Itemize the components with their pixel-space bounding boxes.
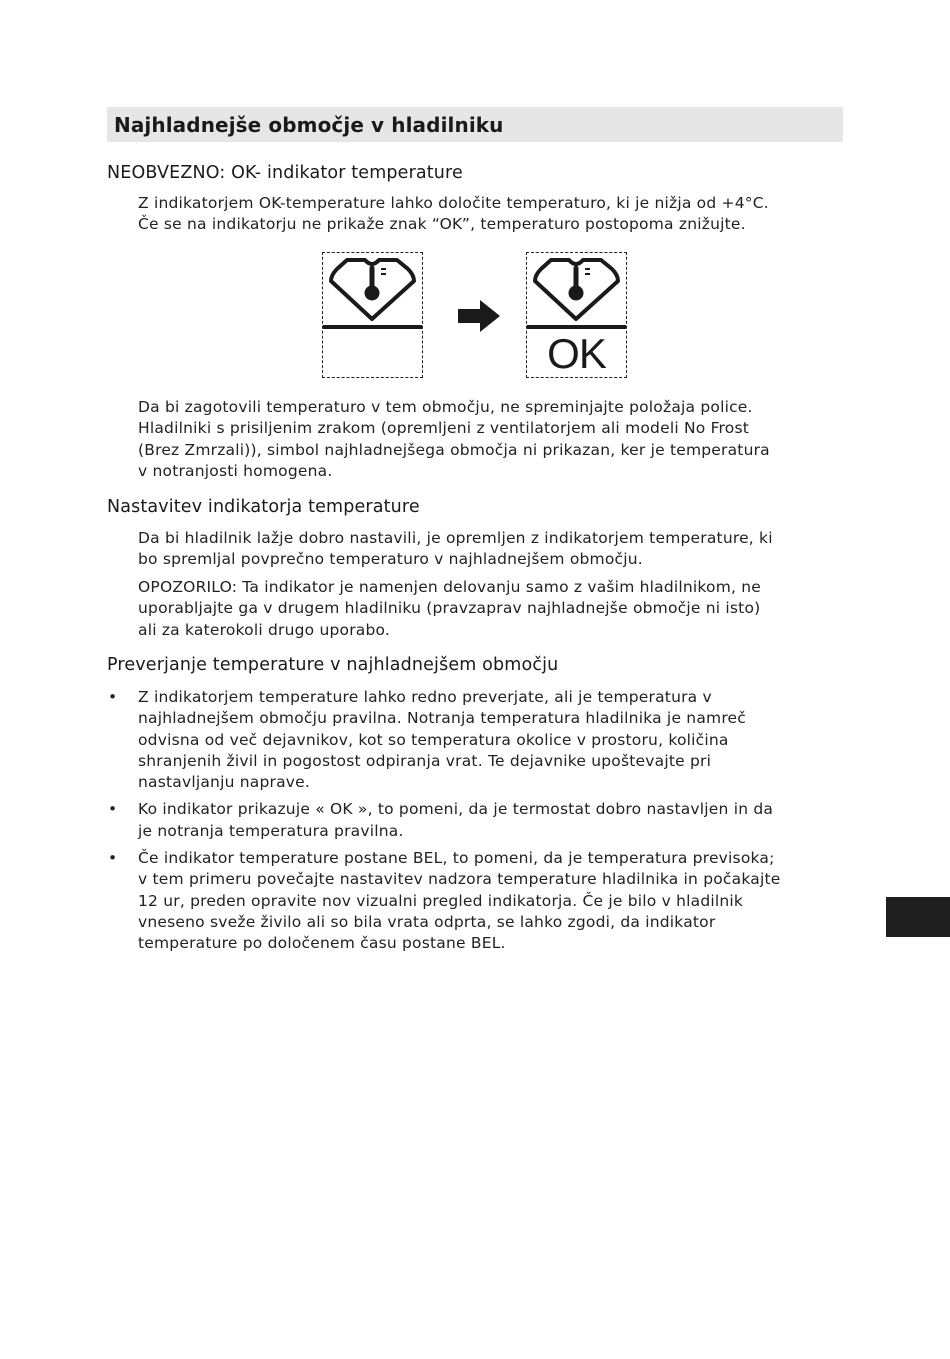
- section-heading-indicator-setup: Nastavitev indikatorja temperature: [107, 497, 420, 517]
- paragraph-line: Da bi zagotovili temperaturo v tem območju, ne spreminjajte položaja police.: [138, 398, 753, 416]
- list-item: [107, 799, 852, 842]
- bullet-icon: •: [108, 800, 118, 819]
- indicator-warning-paragraph: [138, 577, 848, 641]
- list-item: [107, 848, 852, 954]
- list-item: [107, 687, 852, 793]
- indicator-figure: [321, 252, 631, 382]
- ok-label: OK: [547, 330, 606, 377]
- ok-indicator-intro: [138, 193, 848, 236]
- page-title: Najhladnejše območje v hladilniku: [114, 112, 504, 137]
- list-item-line: vneseno sveže živilo ali so bila vrata odprta, se lahko zgodi, da indikator: [138, 912, 716, 931]
- list-item-line: 12 ur, preden opravite nov vizualni pregled indikatorja. Če je bilo v hladilnik: [138, 891, 744, 910]
- list-item-line: najhladnejšem območju pravilna. Notranja temperatura hladilnika je namreč: [138, 709, 747, 728]
- paragraph-line: (Brez Zmrzali)), simbol najhladnejšega območja ni prikazan, ker je temperatura: [138, 440, 770, 459]
- list-item-line: odvisna od več dejavnikov, kot so temperatura okolice v prostoru, količina: [138, 730, 729, 749]
- list-item-line: temperature po določenem času postane BEL.: [138, 934, 506, 953]
- chapter-side-tab: [886, 897, 950, 937]
- temperature-check-list: [107, 687, 852, 961]
- list-item-line: shranjenih živil in pogostost odpiranja vrat. Te dejavnike upoštevajte pri: [138, 751, 712, 770]
- bullet-icon: •: [108, 688, 118, 706]
- section-heading-ok-indicator: NEOBVEZNO: OK- indikator temperature: [107, 163, 463, 183]
- indicator-setup-paragraph: [138, 528, 848, 571]
- list-item-line: je notranja temperatura pravilna.: [138, 821, 404, 840]
- ok-indicator-notes: [138, 397, 848, 482]
- paragraph-line: ali za katerokoli drugo uporabo.: [138, 620, 391, 639]
- indicator-after: [526, 252, 627, 378]
- paragraph-line: uporabljajte ga v drugem hladilniku (pravzaprav najhladnejše območje ni isto): [138, 599, 761, 618]
- paragraph-line: Če se na indikatorju ne prikaže znak “OK”, temperaturo postopoma znižujte.: [138, 215, 746, 234]
- list-item-line: Z indikatorjem temperature lahko redno preverjate, ali je temperatura v: [138, 688, 712, 706]
- list-item-line: Če indikator temperature postane BEL, to pomeni, da je temperatura previsoka;: [138, 849, 775, 868]
- paragraph-line: Hladilniki s prisiljenim zrakom (opremljeni z ventilatorjem ali modeli No Frost: [138, 419, 750, 438]
- indicator-before: [322, 252, 423, 378]
- paragraph-line: v notranjosti homogena.: [138, 461, 333, 480]
- paragraph-line: Da bi hladilnik lažje dobro nastavili, je opremljen z indikatorjem temperature, ki: [138, 529, 773, 547]
- list-item-line: nastavljanju naprave.: [138, 773, 311, 792]
- paragraph-line: Z indikatorjem OK-temperature lahko določite temperaturo, ki je nižja od +4°C.: [138, 194, 769, 212]
- bullet-icon: •: [108, 849, 118, 868]
- list-item-line: v tem primeru povečajte nastavitev nadzora temperature hladilnika in počakajte: [138, 870, 781, 889]
- list-item-line: Ko indikator prikazuje « OK », to pomeni, da je termostat dobro nastavljen in da: [138, 800, 774, 819]
- paragraph-line: OPOZORILO: Ta indikator je namenjen delovanju samo z vašim hladilnikom, ne: [138, 578, 762, 596]
- thermometer-warning-icon: [323, 253, 422, 377]
- section-heading-temperature-check: Preverjanje temperature v najhladnejšem območju: [107, 655, 559, 675]
- paragraph-line: bo spremljal povprečno temperaturo v najhladnejšem območju.: [138, 550, 643, 569]
- right-arrow-icon: [458, 300, 502, 332]
- page-title-bar: [107, 107, 843, 142]
